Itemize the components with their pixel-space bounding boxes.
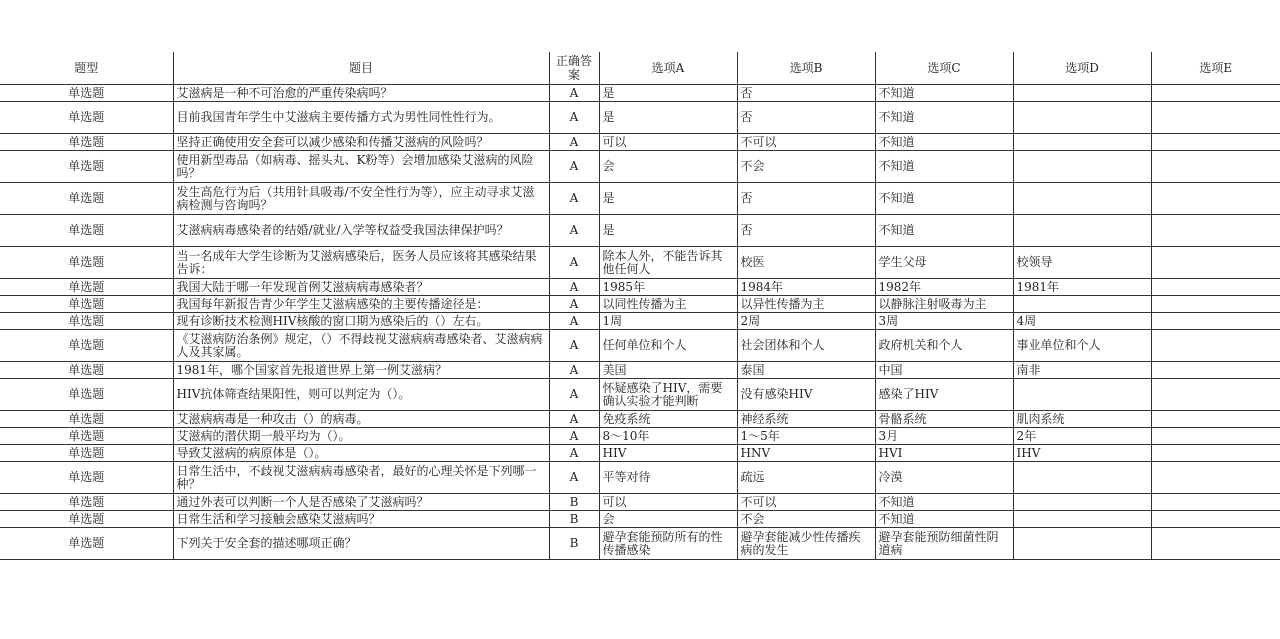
- cell-question: 日常生活和学习接触会感染艾滋病吗？: [173, 511, 549, 528]
- cell-type: 单选题: [0, 85, 173, 102]
- cell-question: 发生高危行为后（共用针具吸毒/不安全性行为等），应主动寻求艾滋病检测与咨询吗？: [173, 183, 549, 215]
- table-row: [0, 330, 1280, 362]
- cell-option-a: 8～10年: [599, 428, 737, 445]
- cell-option-e: [1151, 411, 1280, 428]
- cell-answer: A: [549, 151, 599, 183]
- cell-option-e: [1151, 296, 1280, 313]
- cell-option-a: 是: [599, 102, 737, 134]
- cell-type: 单选题: [0, 379, 173, 411]
- cell-option-b: 神经系统: [737, 411, 875, 428]
- cell-option-d: 肌肉系统: [1013, 411, 1151, 428]
- header-answer: 正确答案: [549, 52, 599, 85]
- cell-option-c: 不知道: [875, 102, 1013, 134]
- table-row: [0, 462, 1280, 494]
- table-row: [0, 183, 1280, 215]
- cell-answer: A: [549, 428, 599, 445]
- cell-option-a: 1周: [599, 313, 737, 330]
- cell-option-d: 事业单位和个人: [1013, 330, 1151, 362]
- cell-option-c: 不知道: [875, 151, 1013, 183]
- cell-option-b: 否: [737, 102, 875, 134]
- cell-option-b: 不可以: [737, 494, 875, 511]
- table-row: [0, 85, 1280, 102]
- cell-option-d: IHV: [1013, 445, 1151, 462]
- cell-option-e: [1151, 313, 1280, 330]
- cell-option-b: 泰国: [737, 362, 875, 379]
- cell-option-d: [1013, 511, 1151, 528]
- cell-question: 目前我国青年学生中艾滋病主要传播方式为男性同性性行为。: [173, 102, 549, 134]
- cell-answer: A: [549, 102, 599, 134]
- cell-option-e: [1151, 494, 1280, 511]
- cell-option-d: [1013, 296, 1151, 313]
- cell-type: 单选题: [0, 183, 173, 215]
- cell-option-c: 以静脉注射吸毒为主: [875, 296, 1013, 313]
- cell-question: 艾滋病病毒是一种攻击（）的病毒。: [173, 411, 549, 428]
- cell-option-e: [1151, 279, 1280, 296]
- cell-option-d: [1013, 379, 1151, 411]
- cell-option-c: 不知道: [875, 511, 1013, 528]
- cell-option-c: 避孕套能预防细菌性阴道病: [875, 528, 1013, 560]
- cell-answer: A: [549, 215, 599, 247]
- cell-option-e: [1151, 85, 1280, 102]
- cell-type: 单选题: [0, 428, 173, 445]
- table-row: [0, 511, 1280, 528]
- cell-answer: A: [549, 330, 599, 362]
- cell-option-e: [1151, 379, 1280, 411]
- cell-option-d: 南非: [1013, 362, 1151, 379]
- cell-option-e: [1151, 511, 1280, 528]
- cell-option-a: 除本人外，不能告诉其他任何人: [599, 247, 737, 279]
- cell-option-d: [1013, 183, 1151, 215]
- cell-question: 坚持正确使用安全套可以减少感染和传播艾滋病的风险吗？: [173, 134, 549, 151]
- cell-type: 单选题: [0, 362, 173, 379]
- cell-type: 单选题: [0, 279, 173, 296]
- cell-option-a: 是: [599, 183, 737, 215]
- table-row: [0, 313, 1280, 330]
- cell-answer: A: [549, 379, 599, 411]
- cell-option-c: 骨骼系统: [875, 411, 1013, 428]
- cell-answer: A: [549, 134, 599, 151]
- cell-option-d: 1981年: [1013, 279, 1151, 296]
- cell-answer: A: [549, 411, 599, 428]
- cell-option-b: HNV: [737, 445, 875, 462]
- cell-option-d: 校领导: [1013, 247, 1151, 279]
- cell-option-a: 美国: [599, 362, 737, 379]
- table-row: [0, 151, 1280, 183]
- cell-question: 我国大陆于哪一年发现首例艾滋病病毒感染者？: [173, 279, 549, 296]
- cell-type: 单选题: [0, 330, 173, 362]
- cell-answer: A: [549, 445, 599, 462]
- cell-option-b: 不会: [737, 151, 875, 183]
- cell-option-a: 是: [599, 85, 737, 102]
- cell-option-d: [1013, 494, 1151, 511]
- cell-question: 《艾滋病防治条例》规定，（）不得歧视艾滋病病毒感染者、艾滋病病人及其家属。: [173, 330, 549, 362]
- cell-option-a: 怀疑感染了HIV，需要确认实验才能判断: [599, 379, 737, 411]
- cell-type: 单选题: [0, 247, 173, 279]
- table-row: [0, 247, 1280, 279]
- cell-option-a: 免疫系统: [599, 411, 737, 428]
- cell-question: 艾滋病病毒感染者的结婚/就业/入学等权益受我国法律保护吗？: [173, 215, 549, 247]
- cell-option-c: 不知道: [875, 183, 1013, 215]
- cell-option-e: [1151, 215, 1280, 247]
- header-question: 题目: [173, 52, 549, 85]
- cell-option-c: 不知道: [875, 85, 1013, 102]
- cell-option-b: 否: [737, 183, 875, 215]
- cell-option-a: 平等对待: [599, 462, 737, 494]
- cell-option-b: 校医: [737, 247, 875, 279]
- cell-answer: A: [549, 279, 599, 296]
- cell-option-a: 会: [599, 151, 737, 183]
- cell-question: 现有诊断技术检测HIV核酸的窗口期为感染后的（）左右。: [173, 313, 549, 330]
- cell-option-c: 学生父母: [875, 247, 1013, 279]
- header-option-b: 选项B: [737, 52, 875, 85]
- cell-type: 单选题: [0, 102, 173, 134]
- cell-option-c: HVI: [875, 445, 1013, 462]
- cell-option-c: 冷漠: [875, 462, 1013, 494]
- cell-option-b: 以异性传播为主: [737, 296, 875, 313]
- cell-answer: A: [549, 296, 599, 313]
- cell-answer: B: [549, 494, 599, 511]
- cell-option-d: 2年: [1013, 428, 1151, 445]
- cell-option-a: 避孕套能预防所有的性传播感染: [599, 528, 737, 560]
- cell-option-b: 2周: [737, 313, 875, 330]
- cell-option-a: 以同性传播为主: [599, 296, 737, 313]
- cell-option-c: 政府机关和个人: [875, 330, 1013, 362]
- cell-option-e: [1151, 330, 1280, 362]
- table-row: [0, 445, 1280, 462]
- cell-option-d: [1013, 134, 1151, 151]
- cell-option-b: 否: [737, 85, 875, 102]
- cell-option-d: 4周: [1013, 313, 1151, 330]
- cell-option-d: [1013, 528, 1151, 560]
- cell-option-a: 会: [599, 511, 737, 528]
- cell-answer: A: [549, 85, 599, 102]
- cell-option-c: 中国: [875, 362, 1013, 379]
- cell-question: 日常生活中，不歧视艾滋病病毒感染者，最好的心理关怀是下列哪一种？: [173, 462, 549, 494]
- cell-type: 单选题: [0, 462, 173, 494]
- cell-option-e: [1151, 428, 1280, 445]
- cell-option-c: 1982年: [875, 279, 1013, 296]
- cell-option-c: 3周: [875, 313, 1013, 330]
- header-type: 题型: [0, 52, 173, 85]
- cell-answer: B: [549, 511, 599, 528]
- cell-option-e: [1151, 151, 1280, 183]
- cell-option-e: [1151, 462, 1280, 494]
- cell-answer: A: [549, 247, 599, 279]
- cell-question: 下列关于安全套的描述哪项正确？: [173, 528, 549, 560]
- cell-option-a: 可以: [599, 134, 737, 151]
- header-option-a: 选项A: [599, 52, 737, 85]
- cell-option-e: [1151, 528, 1280, 560]
- cell-option-a: 任何单位和个人: [599, 330, 737, 362]
- cell-option-b: 避孕套能减少性传播疾病的发生: [737, 528, 875, 560]
- header-option-e: 选项E: [1151, 52, 1280, 85]
- cell-answer: A: [549, 313, 599, 330]
- cell-option-b: 没有感染HIV: [737, 379, 875, 411]
- cell-option-a: 可以: [599, 494, 737, 511]
- table-row: [0, 494, 1280, 511]
- cell-type: 单选题: [0, 511, 173, 528]
- cell-question: 艾滋病是一种不可治愈的严重传染病吗？: [173, 85, 549, 102]
- table-row: [0, 379, 1280, 411]
- question-table: [0, 52, 1280, 560]
- cell-option-a: 1985年: [599, 279, 737, 296]
- table-row: [0, 279, 1280, 296]
- cell-question: 通过外表可以判断一个人是否感染了艾滋病吗？: [173, 494, 549, 511]
- cell-option-d: [1013, 215, 1151, 247]
- cell-type: 单选题: [0, 151, 173, 183]
- cell-option-c: 感染了HIV: [875, 379, 1013, 411]
- cell-question: 我国每年新报告青少年学生艾滋病感染的主要传播途径是：: [173, 296, 549, 313]
- cell-option-d: [1013, 462, 1151, 494]
- cell-type: 单选题: [0, 134, 173, 151]
- cell-option-b: 不可以: [737, 134, 875, 151]
- cell-option-a: HIV: [599, 445, 737, 462]
- cell-type: 单选题: [0, 296, 173, 313]
- cell-answer: B: [549, 528, 599, 560]
- cell-option-c: 不知道: [875, 134, 1013, 151]
- cell-option-e: [1151, 247, 1280, 279]
- cell-option-d: [1013, 85, 1151, 102]
- cell-option-b: 否: [737, 215, 875, 247]
- cell-answer: A: [549, 362, 599, 379]
- cell-option-b: 1984年: [737, 279, 875, 296]
- cell-question: 艾滋病的潜伏期一般平均为（）。: [173, 428, 549, 445]
- cell-option-e: [1151, 134, 1280, 151]
- header-option-d: 选项D: [1013, 52, 1151, 85]
- header-option-c: 选项C: [875, 52, 1013, 85]
- cell-option-e: [1151, 102, 1280, 134]
- cell-answer: A: [549, 462, 599, 494]
- cell-option-b: 社会团体和个人: [737, 330, 875, 362]
- cell-option-e: [1151, 183, 1280, 215]
- cell-option-c: 3月: [875, 428, 1013, 445]
- cell-option-e: [1151, 445, 1280, 462]
- cell-question: 导致艾滋病的病原体是（）。: [173, 445, 549, 462]
- cell-option-c: 不知道: [875, 494, 1013, 511]
- table-row: [0, 362, 1280, 379]
- header-row: [0, 52, 1280, 85]
- cell-option-c: 不知道: [875, 215, 1013, 247]
- cell-option-e: [1151, 362, 1280, 379]
- cell-type: 单选题: [0, 445, 173, 462]
- cell-question: 1981年，哪个国家首先报道世界上第一例艾滋病？: [173, 362, 549, 379]
- cell-option-b: 不会: [737, 511, 875, 528]
- table-row: [0, 428, 1280, 445]
- cell-option-b: 1～5年: [737, 428, 875, 445]
- cell-question: 使用新型毒品（如病毒、摇头丸、K粉等）会增加感染艾滋病的风险吗？: [173, 151, 549, 183]
- table-row: [0, 215, 1280, 247]
- cell-question: 当一名成年大学生诊断为艾滋病感染后，医务人员应该将其感染结果告诉：: [173, 247, 549, 279]
- table-row: [0, 528, 1280, 560]
- table-row: [0, 102, 1280, 134]
- cell-type: 单选题: [0, 313, 173, 330]
- cell-option-d: [1013, 102, 1151, 134]
- table-row: [0, 134, 1280, 151]
- table-row: [0, 296, 1280, 313]
- cell-type: 单选题: [0, 215, 173, 247]
- cell-type: 单选题: [0, 494, 173, 511]
- cell-type: 单选题: [0, 528, 173, 560]
- cell-option-a: 是: [599, 215, 737, 247]
- table-body: [0, 85, 1280, 560]
- cell-option-b: 疏远: [737, 462, 875, 494]
- cell-type: 单选题: [0, 411, 173, 428]
- cell-answer: A: [549, 183, 599, 215]
- table-row: [0, 411, 1280, 428]
- cell-option-d: [1013, 151, 1151, 183]
- cell-question: HIV抗体筛查结果阳性，则可以判定为（）。: [173, 379, 549, 411]
